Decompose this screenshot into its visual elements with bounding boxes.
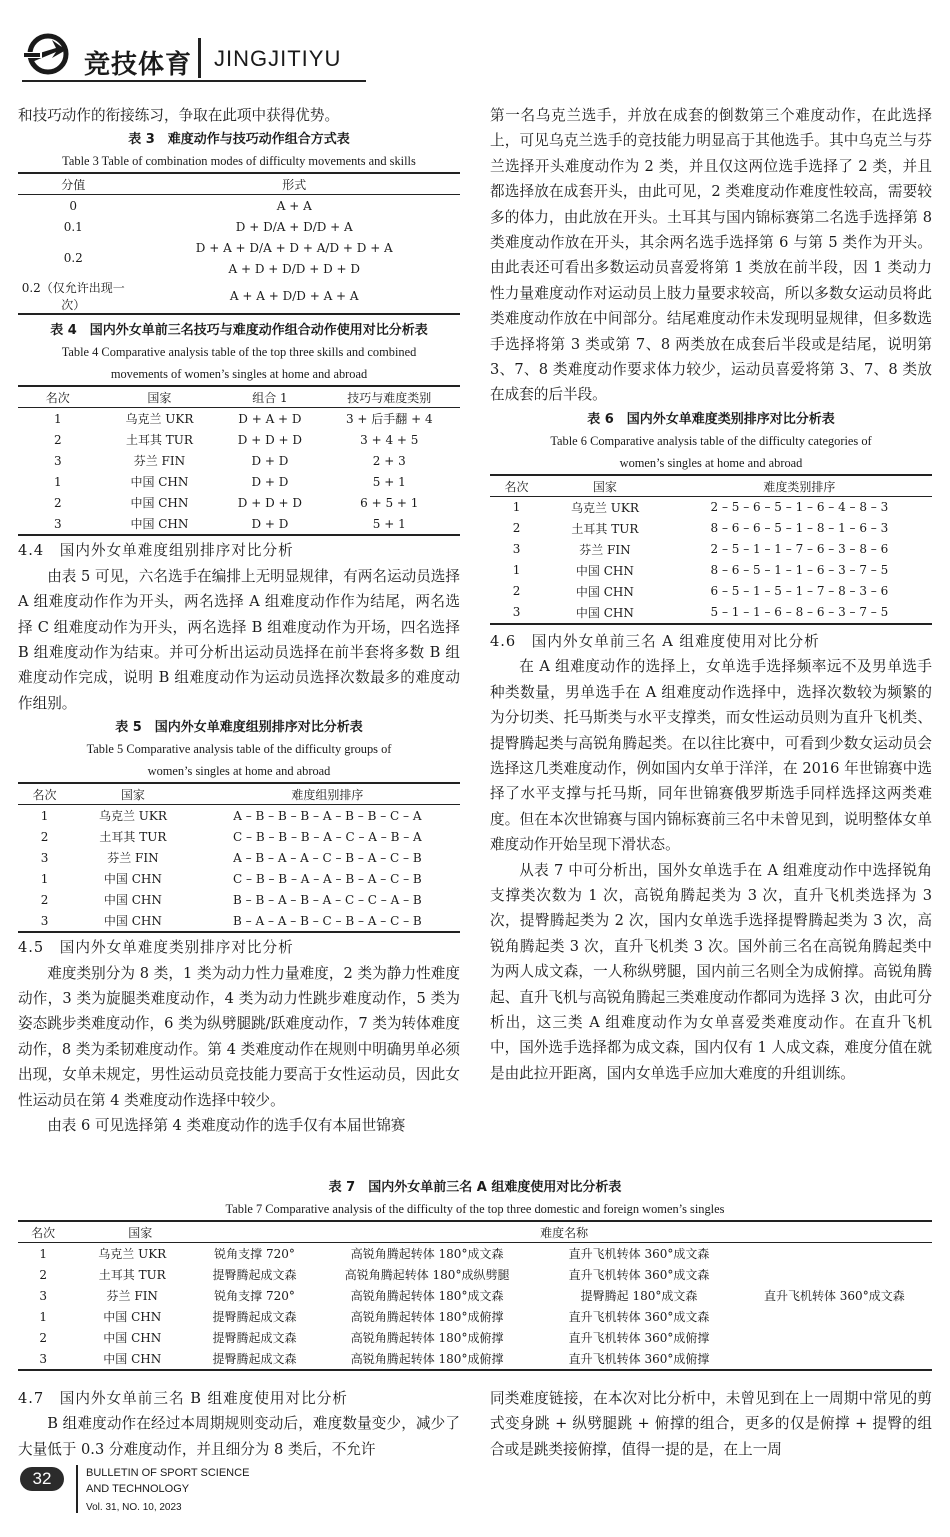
table-cell: 高锐角腾起转体 180°成俯撑 <box>350 1310 504 1324</box>
table-cell <box>737 1327 932 1348</box>
table-cell: 中国 CHN <box>130 496 189 511</box>
table-cell: 0.2（仅允许出现一次） <box>18 279 129 314</box>
section-heading-4-6: 4.6 国内外女单前三名 A 组难度使用对比分析 <box>490 632 820 650</box>
table-header: 名次 <box>18 386 98 408</box>
table-header: 国家 <box>68 1221 196 1243</box>
table-cell: 6 – 5 – 1 – 5 – 1 – 7 – 8 – 3 – 6 <box>710 584 889 599</box>
table-cell: 中国 CHN <box>103 1331 162 1345</box>
table-row <box>18 1285 932 1306</box>
table-cell: 提臀腾起成文森 <box>212 1331 297 1345</box>
table-cell: 中国 CHN <box>575 563 634 578</box>
table-cell: 1 <box>40 871 49 886</box>
table-cell: 1 <box>53 411 62 426</box>
table-cell: 高锐角腾起转体 180°成俯撑 <box>350 1331 504 1345</box>
table-7 <box>18 1220 932 1371</box>
table6-caption-en: Table 6 Comparative analysis table of the difficulty categories of <box>550 433 872 448</box>
table-cell: 土耳其 TUR <box>125 433 193 448</box>
table-cell: 3 <box>18 513 98 535</box>
table-cell: D + D/A + D/D + A <box>235 219 353 234</box>
header-divider <box>198 38 201 78</box>
table-cell: 锐角支撑 720° <box>214 1247 295 1261</box>
table-cell: C – B – B – B – A – C – A – B – A <box>233 829 422 844</box>
footer-journal-line-1: BULLETIN OF SPORT SCIENCE <box>86 1467 250 1479</box>
table-cell: 芬兰 FIN <box>133 454 186 469</box>
page-number: 32 <box>20 1467 64 1491</box>
table-cell <box>737 1264 932 1285</box>
journal-logo <box>22 28 74 80</box>
table5-caption-en-2: women’s singles at home and abroad <box>147 764 331 779</box>
table-cell: 高锐角腾起转体 180°成纵劈腿 <box>344 1268 510 1282</box>
table-row <box>18 429 460 450</box>
table-row <box>490 496 932 518</box>
table-cell: 芬兰 FIN <box>107 851 159 866</box>
paragraph: 同类难度链接，在本次对比分析中，未曾见到在上一周期中常见的剪式变身跳 + 纵劈腿跳 + 俯撑的组合，更多的仅是俯撑 + 提臀的组合或是跳类接俯撑，值得一提的是，在上一周 <box>490 1390 932 1458</box>
table-cell: 1 <box>40 808 49 823</box>
table-row <box>18 279 460 314</box>
right-column-bottom <box>490 1386 932 1462</box>
table-row <box>18 805 460 827</box>
table-cell: 2 <box>512 521 521 536</box>
table-cell: 中国 CHN <box>543 602 667 624</box>
table-cell: 中国 CHN <box>103 1310 162 1324</box>
paragraph: 和技巧动作的衔接练习，争取在此项中获得优势。 <box>18 107 340 124</box>
table-row <box>18 1306 932 1327</box>
table-header: 国家 <box>98 386 222 408</box>
table-row <box>18 1243 932 1265</box>
table-row <box>18 471 460 492</box>
table-cell: B – B – A – B – A – C – C – A – B <box>233 892 422 907</box>
table-cell: D + D <box>221 513 318 535</box>
table-cell: 中国 CHN <box>103 872 162 887</box>
table-cell: 直升飞机转体 360°成文森 <box>763 1289 905 1303</box>
table-cell: 1 <box>39 1309 47 1324</box>
table-row <box>18 1348 932 1370</box>
table-row <box>490 518 932 539</box>
table-cell: 3 + 4 + 5 <box>360 432 419 447</box>
table-cell: D + A + D/A + D + A/D + D + A <box>195 240 393 255</box>
journal-title-cn: 竞技体育 <box>84 50 193 80</box>
table-cell: 提臀腾起成文森 <box>212 1268 297 1282</box>
table-cell: 提臀腾起 180°成文森 <box>580 1289 698 1303</box>
table-cell: 直升飞机转体 360°成文森 <box>568 1310 710 1324</box>
paragraph: B 组难度动作在经过本周期规则变动后，难度数量变少，减少了大量低于 0.3 分难度动作，并且细分为 8 类后，不允许 <box>18 1415 460 1458</box>
table7-block <box>18 1176 932 1371</box>
table-cell: 芬兰 FIN <box>106 1289 158 1303</box>
table-3 <box>18 172 460 315</box>
table-header: 分值 <box>18 173 129 195</box>
table-cell: A + A + D/D + A + A <box>129 279 461 314</box>
table-cell: 8 – 6 – 5 – 1 – 1 – 6 – 3 – 7 – 5 <box>710 563 889 578</box>
table-cell: 5 – 1 – 1 – 6 – 8 – 6 – 3 – 7 – 5 <box>667 602 932 624</box>
table-cell: 3 <box>490 602 543 624</box>
table-cell: 中国 CHN <box>575 584 634 599</box>
table-row <box>18 1327 932 1348</box>
table5-caption-en: Table 5 Comparative analysis table of the difficulty groups of <box>86 742 392 757</box>
table-cell: A + A <box>276 198 312 213</box>
table-cell: 3 <box>40 850 49 865</box>
table-cell: 1 <box>53 474 62 489</box>
table-cell: 直升飞机转体 360°成文森 <box>568 1247 710 1261</box>
table-header: 难度类别排序 <box>667 475 932 497</box>
table-cell: 2 <box>39 1267 47 1282</box>
paragraph: 由表 5 可见，六名选手在编排上无明显规律，有两名运动员选择 A 组难度动作作为开头，两名选择 A 组难度动作作为结尾，两名选择 C 组难度动作为开头，两名选择 B 组难度动作为开场，四名选择 B 组难度动作为结束。并可分析出运动员选择在前半套将多数 B 组难度动作完成，说明 B 组难度动作为运动员选择次数最多的难度动作组别。 <box>18 567 460 712</box>
table-row <box>18 1264 932 1285</box>
table-row <box>18 868 460 889</box>
footer-divider <box>76 1465 78 1513</box>
table-6 <box>490 474 932 625</box>
table4-caption-en: Table 4 Comparative analysis table of the top three skills and combined <box>61 345 417 360</box>
table-row <box>18 847 460 868</box>
table-cell: 1 <box>512 563 521 578</box>
table4-caption-cn: 表 4 国内外女单前三名技巧与难度动作组合动作使用对比分析表 <box>50 323 428 339</box>
table-cell: D + D + D <box>237 432 303 447</box>
table-cell: 提臀腾起成文森 <box>196 1348 313 1370</box>
table-cell: D + A + D <box>238 411 302 426</box>
table-cell: 0.2 <box>63 251 83 266</box>
table-row <box>490 560 932 581</box>
table-cell: 中国 CHN <box>71 910 195 932</box>
table-cell: 5 + 1 <box>372 474 406 489</box>
table-header: 难度组别排序 <box>195 783 460 805</box>
table-cell: 2 – 5 – 6 – 5 – 1 – 6 – 4 – 8 – 3 <box>710 500 889 515</box>
table-cell <box>737 1348 932 1370</box>
table-cell: 乌克兰 UKR <box>570 500 639 515</box>
footer-volume: Vol. 31, NO. 10, 2023 <box>86 1502 182 1513</box>
paragraph: 由表 6 可见选择第 4 类难度动作的选手仅有本届世锦赛 <box>47 1117 406 1135</box>
table-cell: 乌克兰 UKR <box>125 412 194 427</box>
table-cell: 土耳其 TUR <box>571 521 639 536</box>
table-cell: 3 <box>18 1348 68 1370</box>
table-cell: 土耳其 TUR <box>99 830 167 845</box>
table-cell: 3 <box>18 910 71 932</box>
table-cell: 2 <box>53 432 62 447</box>
table-cell: 土耳其 TUR <box>98 1268 166 1282</box>
table-row <box>18 195 460 217</box>
table-cell: 2 <box>40 892 49 907</box>
table-cell: 0 <box>69 198 78 213</box>
table-4 <box>18 385 460 536</box>
table-header: 技巧与难度类别 <box>319 386 460 408</box>
table-header: 名次 <box>490 475 543 497</box>
table-cell: 直升飞机转体 360°成文森 <box>568 1268 710 1282</box>
table7-caption-en: Table 7 Comparative analysis of the difficulty of the top three domestic and foreign women’s singles <box>225 1202 725 1216</box>
table-row <box>18 910 460 932</box>
table-header: 形式 <box>129 173 461 195</box>
table-header: 名次 <box>18 1221 68 1243</box>
table-row <box>490 539 932 560</box>
table-cell: 1 <box>512 500 521 515</box>
journal-title-en: JINGJITIYU <box>214 46 342 71</box>
table-cell: D + D <box>251 474 289 489</box>
table-cell: 3 <box>39 1288 47 1303</box>
left-column-bottom <box>18 1386 460 1462</box>
table-cell: A + D + D/D + D + D <box>228 261 361 276</box>
table-cell: 2 + 3 <box>372 453 406 468</box>
table-cell: A – B – A – A – C – B – A – C – B <box>233 850 422 865</box>
table-cell: 锐角支撑 720° <box>214 1289 295 1303</box>
table-cell: D + D + D <box>237 495 303 510</box>
table-cell: 中国 CHN <box>103 893 162 908</box>
table4-caption-en-2: movements of women’s singles at home and abroad <box>110 367 368 382</box>
table-cell: 中国 CHN <box>68 1348 196 1370</box>
table-row <box>18 889 460 910</box>
table-cell: 直升飞机转体 360°成俯撑 <box>541 1348 736 1370</box>
header-rule <box>22 80 366 82</box>
section-heading-4-5: 4.5 国内外女单难度类别排序对比分析 <box>18 939 294 957</box>
table-cell: 中国 CHN <box>98 513 222 535</box>
table-cell <box>737 1243 932 1265</box>
right-column <box>490 103 932 1086</box>
table-cell: 5 + 1 <box>319 513 460 535</box>
table-cell: D + D <box>251 453 289 468</box>
table-cell: 2 <box>512 584 521 599</box>
table-cell: 芬兰 FIN <box>579 542 631 557</box>
table-row <box>490 581 932 602</box>
table-cell: 高锐角腾起转体 180°成俯撑 <box>313 1348 542 1370</box>
table-cell: B – A – A – B – C – B – A – C – B <box>195 910 460 932</box>
table-row <box>18 216 460 237</box>
table-cell: 乌克兰 UKR <box>98 1247 167 1261</box>
table-cell: 2 <box>39 1330 47 1345</box>
table-cell: 6 + 5 + 1 <box>360 495 419 510</box>
table-row <box>18 408 460 430</box>
table-cell: 3 <box>512 542 521 557</box>
paragraph: 难度类别分为 8 类，1 类为动力性力量难度，2 类为静力性难度动作，3 类为旋腿类难度动作，4 类为动力性跳步难度动作，5 类为姿态跳步类难度动作，6 类为纵劈腿跳/跃难度动作，7 类为转体难度动作，8 类为柔韧难度动作。第 4 类难度动作在规则中明确男单必须出现，女单未规定，男性运动员竞技能力要高于女性运动员，因此女性运动员在第 4 类难度动作选择中较少。 <box>18 964 460 1109</box>
table-row <box>18 237 460 258</box>
table-cell: 高锐角腾起转体 180°成文森 <box>350 1289 504 1303</box>
table-cell: 2 <box>40 829 49 844</box>
table-header: 国家 <box>71 783 195 805</box>
section-heading-4-4: 4.4 国内外女单难度组别排序对比分析 <box>18 542 294 560</box>
table-cell: 乌克兰 UKR <box>98 809 167 824</box>
table-cell: 中国 CHN <box>130 475 189 490</box>
table-row <box>18 492 460 513</box>
table-5 <box>18 782 460 933</box>
section-heading-4-7: 4.7 国内外女单前三名 B 组难度使用对比分析 <box>18 1390 348 1407</box>
table3-caption-cn: 表 3 难度动作与技巧动作组合方式表 <box>128 132 350 148</box>
table3-caption-en: Table 3 Table of combination modes of difficulty movements and skills <box>62 154 416 169</box>
table-row <box>18 826 460 847</box>
table-header: 组合 1 <box>221 386 318 408</box>
table-cell: A – B – B – B – A – B – B – C – A <box>233 808 422 823</box>
table6-caption-cn: 表 6 国内外女单难度类别排序对比分析表 <box>587 411 835 427</box>
table-cell: 3 + 后手翻 + 4 <box>345 412 433 427</box>
table-header: 名次 <box>18 783 71 805</box>
paragraph: 第一名乌克兰选手，并放在成套的倒数第三个难度动作，在此选择上，可见乌克兰选手的竞技能力明显高于其他选手。其中乌克兰与芬兰选择开头难度动作为 2 类，并且仅这两位选手选择了 2 类，并且都选择放在成套开头，由此可见，2 类难度动作难度性较高，需要较多的体力，由此放在开头。土耳其与国内锦标赛第二名选手选择第 8 类难度动作放在开头，其余两名选手选择第 6 与第 5 类作为开头。由此表还可看出多数运动员喜爱将第 1 类放在前半段，因 1 类动力性力量难度动作对运动员上肢力量要求较高，所以多数女运动员将此类难度动作放在中间部分。结尾难度动作未发现明显规律，但多数选手选择将第 3 类或第 7、8 两类放在成套后半段或是结尾，说明第 3、7、8 类难度动作要求体力较少，运动员喜爱将第 3、7、8 类放在成套的后半段。 <box>490 107 932 404</box>
table-row <box>18 450 460 471</box>
table-cell: 1 <box>39 1246 47 1261</box>
table-cell: 高锐角腾起转体 180°成文森 <box>350 1247 504 1261</box>
table5-caption-cn: 表 5 国内外女单难度组别排序对比分析表 <box>115 720 363 736</box>
table-row <box>490 602 932 624</box>
table-cell <box>737 1306 932 1327</box>
table6-caption-en-2: women’s singles at home and abroad <box>619 455 803 470</box>
footer-journal-line-2: AND TECHNOLOGY <box>86 1483 190 1495</box>
table-cell: 提臀腾起成文森 <box>212 1310 297 1324</box>
table-cell: 2 – 5 – 1 – 1 – 7 – 6 – 3 – 8 – 6 <box>710 542 889 557</box>
table-cell: 0.1 <box>63 219 83 234</box>
table-cell: C – B – B – A – A – B – A – C – B <box>233 871 422 886</box>
table-cell: 8 – 6 – 6 – 5 – 1 – 8 – 1 – 6 – 3 <box>710 521 889 536</box>
table-cell: 3 <box>53 453 62 468</box>
paragraph: 在 A 组难度动作的选择上，女单选手选择频率远不及男单选手种类数量，男单选手在 A 组难度动作选择中，选择次数较为频繁的为分切类、托马斯类与水平支撑类，而女性运动员则为直升飞机类、提臀腾起类与高锐角腾起类。在以往比赛中，可看到少数女运动员会选择这几类难度动作，例如国内女单于洋洋，在 2016 年世锦赛中选择了水平支撑与托马斯，同年世锦赛俄罗斯选手同样选择这两类难度。但在本次世锦赛与国内锦标赛前三名中未曾见到，说明整体女单难度动作开始呈现下滑状态。 <box>490 658 932 854</box>
paragraph: 从表 7 中可分析出，国外女单选手在 A 组难度动作中选择锐角支撑类次数为 1 次，高锐角腾起类为 3 次，直升飞机类选择为 3 次，提臀腾起类为 2 次，国内女单选手选择提臀腾起类为 3 次，高锐角腾起类 3 次，直升飞机类 3 次。国外前三名在高锐角腾起类中为两人成文森，一人称纵劈腿，国内前三名则全为成俯撑。高锐角腾起、直升飞机与高锐角腾起三类难度动作都同为选择 3 次，由此可分析出，这三类 A 组难度动作为女单喜爱类难度动作。在直升飞机中，国外选手选择都为成文森，国内仅有 1 人成文森，难度分值在就是由此拉开距离，国内女单选手应加大难度的升组训练。 <box>490 861 932 1082</box>
left-column <box>18 103 460 1139</box>
table-row <box>18 513 460 535</box>
table-cell: 2 <box>53 495 62 510</box>
table-header: 难度名称 <box>196 1221 932 1243</box>
table-cell: 直升飞机转体 360°成俯撑 <box>568 1331 710 1345</box>
table7-caption-cn: 表 7 国内外女单前三名 A 组难度使用对比分析表 <box>328 1180 622 1195</box>
table-header: 国家 <box>543 475 667 497</box>
